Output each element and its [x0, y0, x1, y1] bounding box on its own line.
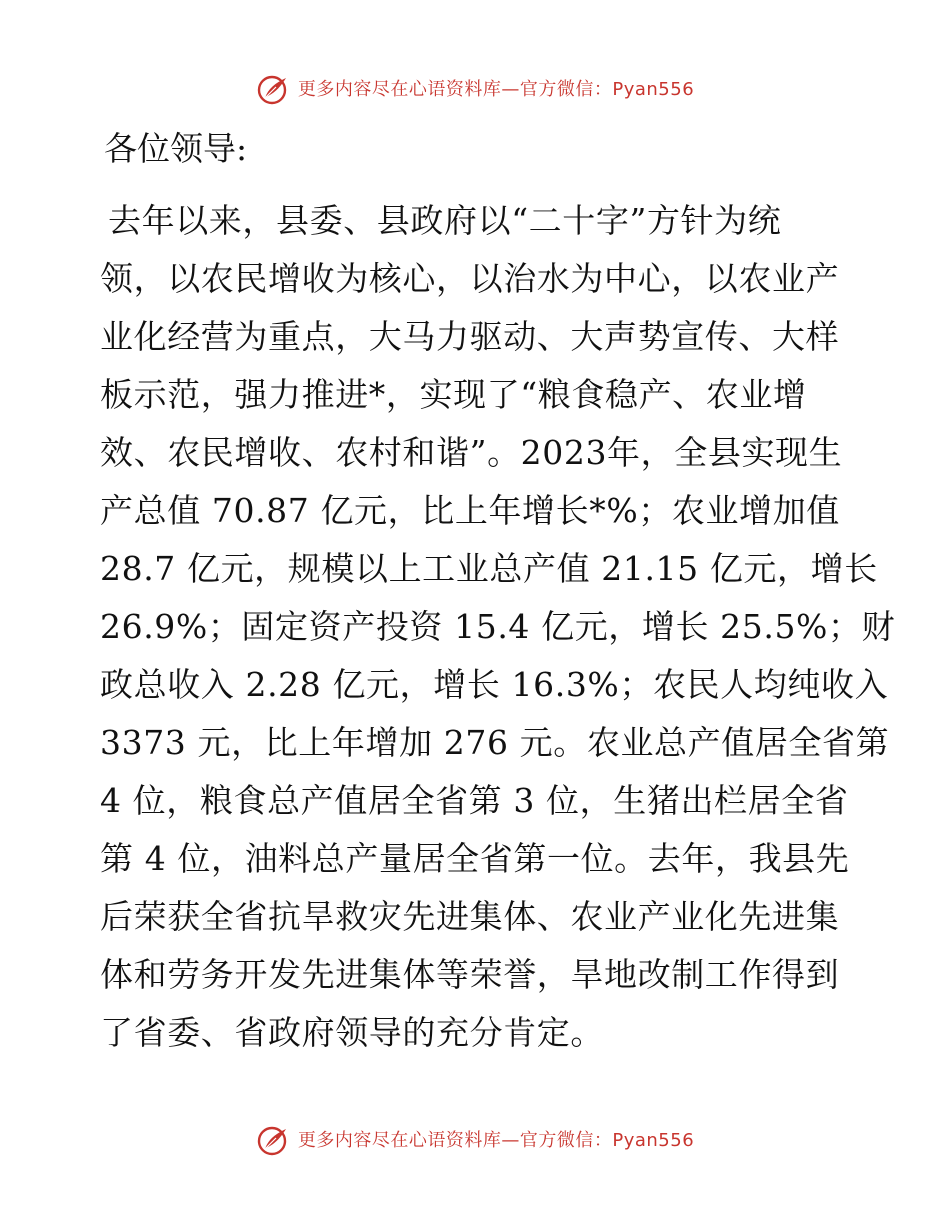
watermark-text: 更多内容尽在心语资料库—官方微信：Pyan556 [297, 79, 695, 100]
paragraph-line: 4 位，粮食总产值居全省第 3 位，生猪出栏居全省 [100, 781, 849, 820]
paragraph-line: 业化经营为重点，大马力驱动、大声势宣传、大样 [100, 317, 840, 356]
paragraph-line: 体和劳务开发先进集体等荣誉，旱地改制工作得到 [100, 955, 840, 994]
paragraph-line: 28.7 亿元，规模以上工业总产值 21.15 亿元，增长 [100, 549, 878, 588]
paragraph-line: 3373 元，比上年增加 276 元。农业总产值居全省第 [100, 723, 890, 762]
paragraph-line: 领，以农民增收为核心，以治水为中心，以农业产 [100, 259, 840, 298]
feather-quill-icon [256, 73, 290, 107]
paragraph-line: 板示范，强力推进*，实现了“粮食稳产、农业增 [100, 375, 807, 414]
paragraph-line: 去年以来，县委、县政府以“二十字”方针为统 [108, 201, 782, 240]
paragraph-line: 了省委、省政府领导的充分肯定。 [100, 1013, 604, 1052]
watermark-text: 更多内容尽在心语资料库—官方微信：Pyan556 [297, 1130, 695, 1151]
document-paragraph [100, 192, 896, 1062]
paragraph-line: 效、农民增收、农村和谐”。2023年，全县实现生 [100, 433, 843, 472]
paragraph-line: 第 4 位，油料总产量居全省第一位。去年，我县先 [100, 839, 850, 878]
paragraph-line: 后荣获全省抗旱救灾先进集体、农业产业化先进集 [100, 897, 840, 936]
paragraph-line: 26.9%；固定资产投资 15.4 亿元，增长 25.5%；财 [100, 607, 896, 646]
watermark-footer [0, 1121, 950, 1161]
greeting: 各位领导: [104, 129, 248, 168]
paragraph-line: 产总值 70.87 亿元，比上年增长*%；农业增加值 [100, 491, 840, 530]
watermark-header [0, 70, 950, 110]
feather-quill-icon [256, 1124, 290, 1158]
paragraph-line: 政总收入 2.28 亿元，增长 16.3%；农民人均纯收入 [100, 665, 889, 704]
